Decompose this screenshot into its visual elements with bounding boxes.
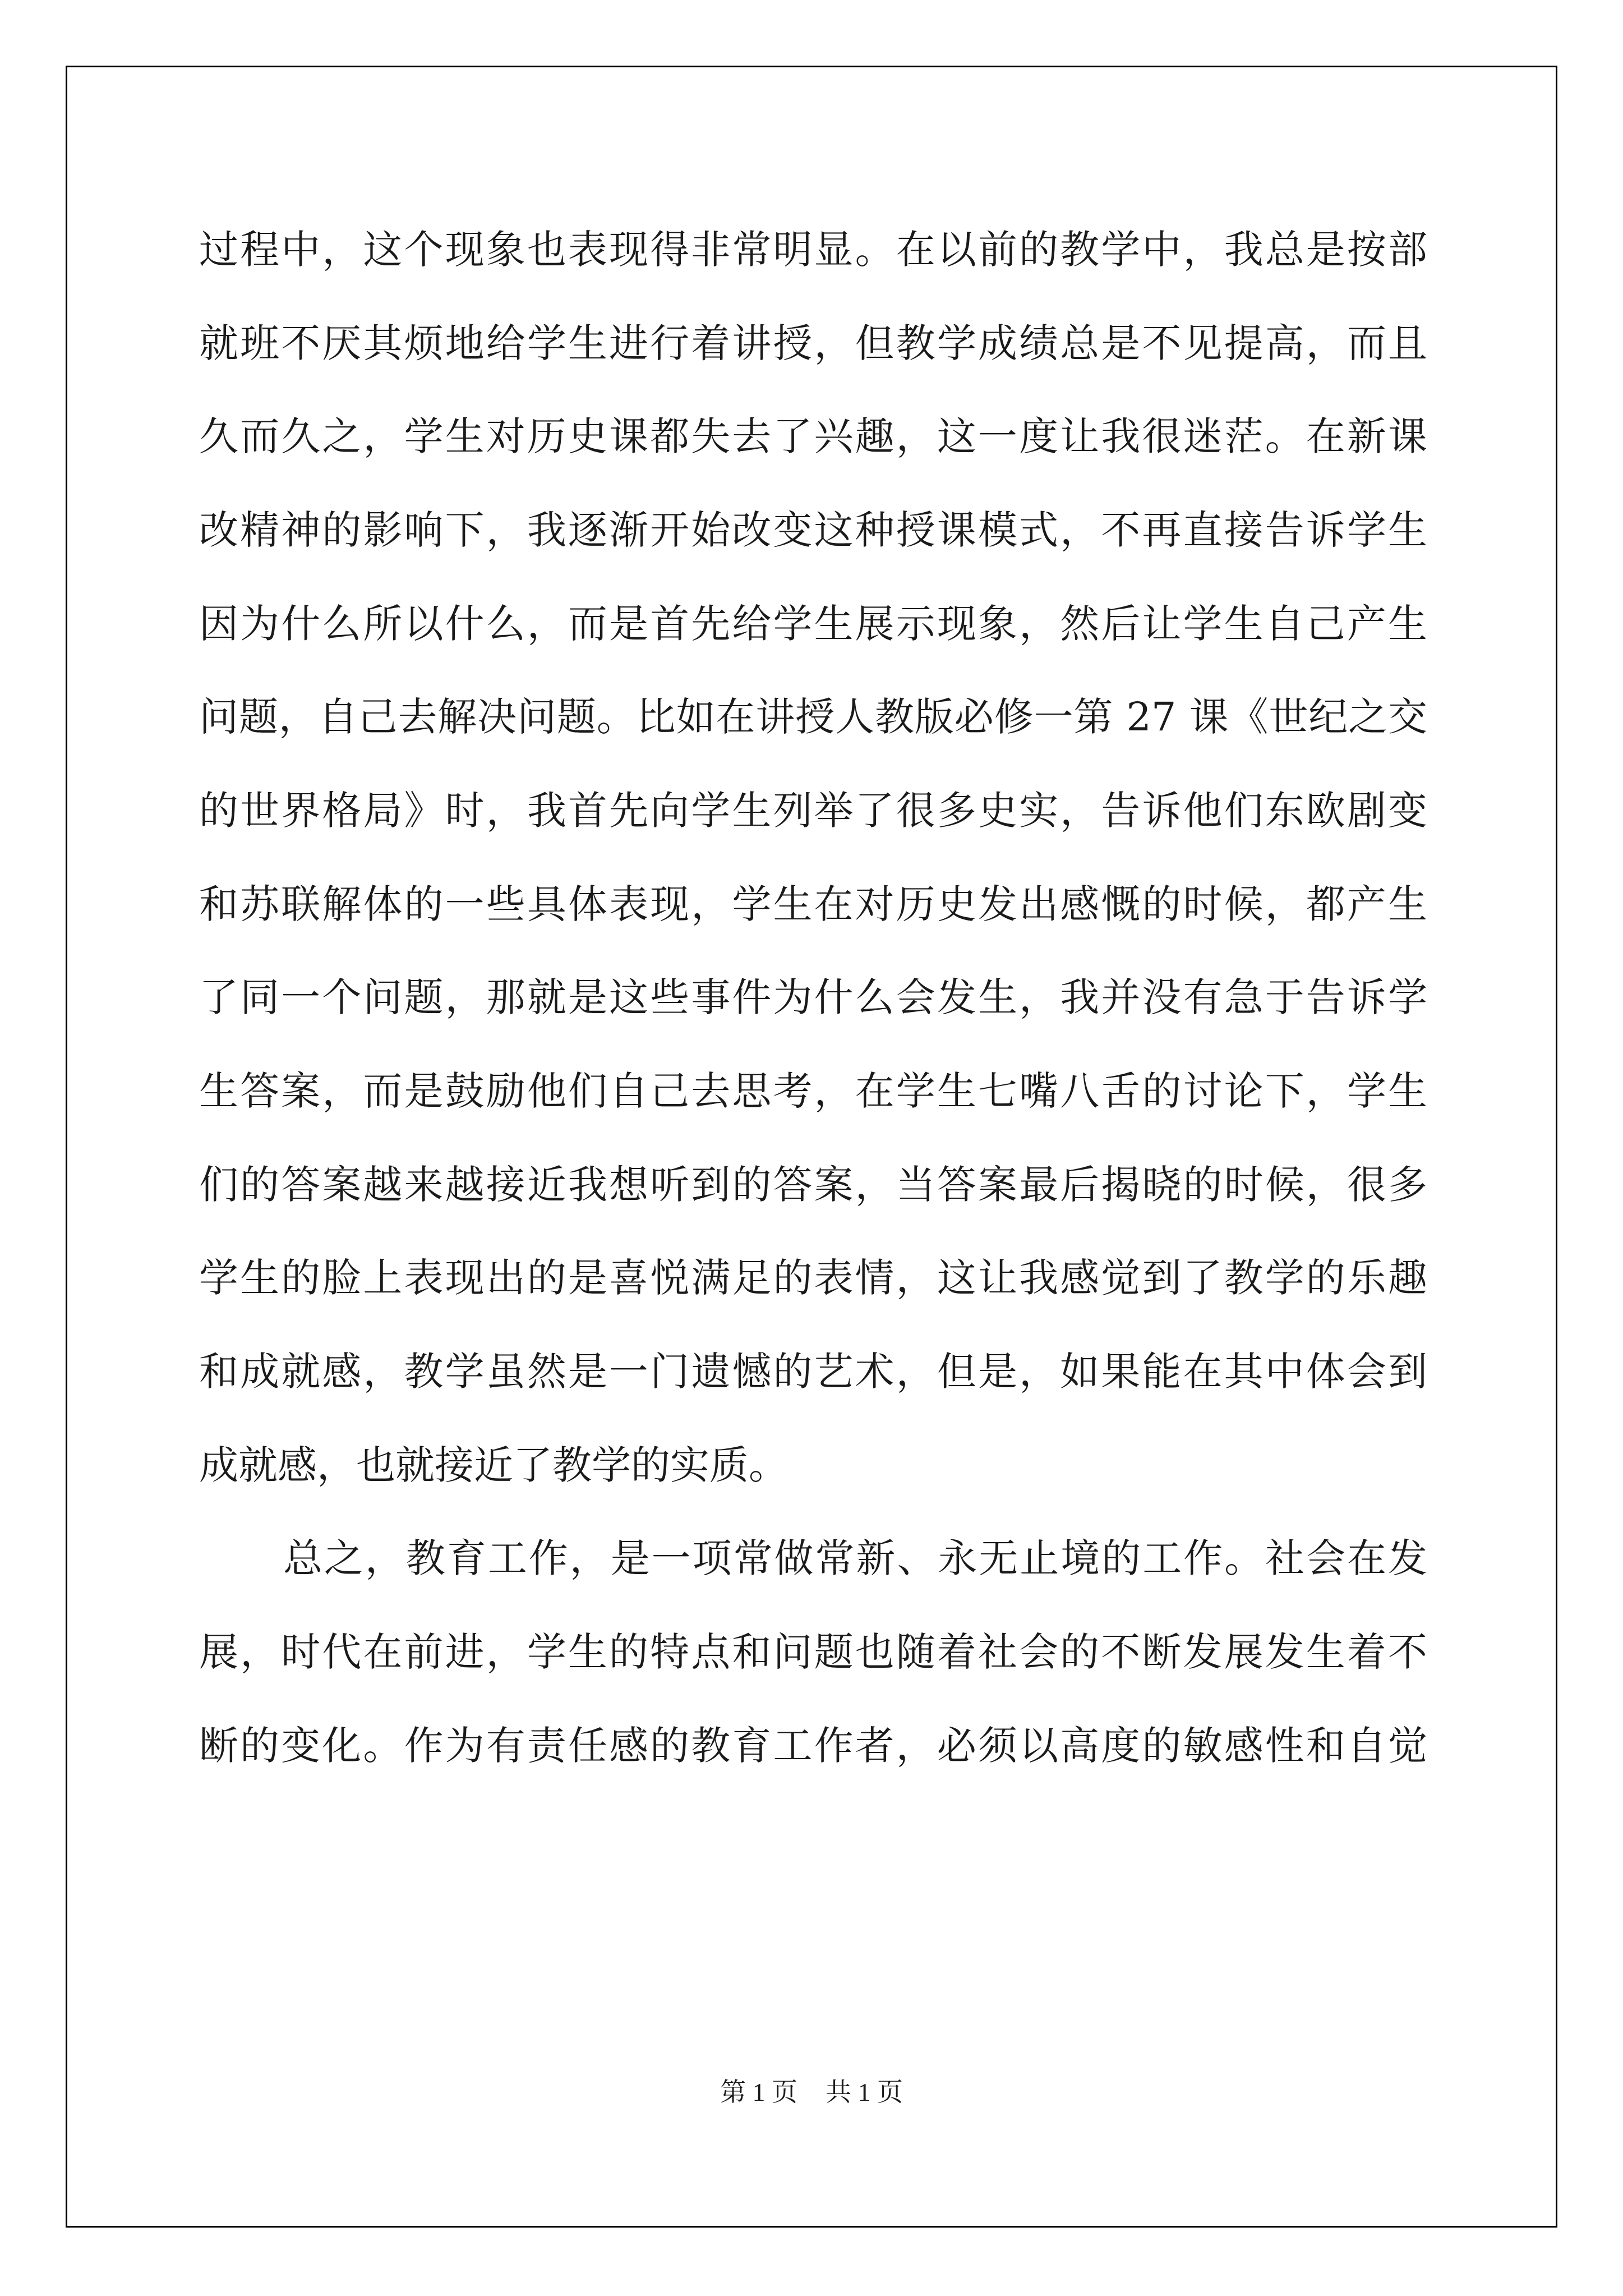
page-border [66, 66, 1557, 2228]
text-line: 就班不厌其烦地给学生进行着讲授，但教学成绩总是不见提高，而且 [199, 320, 1427, 366]
text-line: 生答案，而是鼓励他们自己去思考，在学生七嘴八舌的讨论下，学生 [199, 1068, 1427, 1114]
page-footer [0, 2076, 1623, 2109]
text-line: 成就感，也就接近了教学的实质。 [199, 1442, 788, 1488]
text-line: 学生的脸上表现出的是喜悦满足的表情，这让我感觉到了教学的乐趣 [199, 1255, 1427, 1301]
text-line: 因为什么所以什么，而是首先给学生展示现象，然后让学生自己产生 [199, 601, 1427, 647]
text-line: 展，时代在前进，学生的特点和问题也随着社会的不断发展发生着不 [199, 1629, 1427, 1675]
page-total: 共 1 页 [826, 2078, 903, 2106]
text-line: 们的答案越来越接近我想听到的答案，当答案最后揭晓的时候，很多 [199, 1162, 1427, 1208]
text-line: 和成就感，教学虽然是一门遗憾的艺术，但是，如果能在其中体会到 [199, 1349, 1427, 1395]
text-line: 问题，自己去解决问题。比如在讲授人教版必修一第 27 课《世纪之交 [199, 694, 1427, 740]
text-line: 断的变化。作为有责任感的教育工作者，必须以高度的敏感性和自觉 [199, 1723, 1427, 1769]
text-line: 过程中，这个现象也表现得非常明显。在以前的教学中，我总是按部 [199, 227, 1427, 273]
paragraph-first-line: 总之，教育工作，是一项常做常新、永无止境的工作。社会在发 [283, 1535, 1427, 1581]
page-number: 第 1 页 [720, 2078, 797, 2106]
text-line: 久而久之，学生对历史课都失去了兴趣，这一度让我很迷茫。在新课 [199, 413, 1427, 459]
text-line: 和苏联解体的一些具体表现，学生在对历史发出感慨的时候，都产生 [199, 881, 1427, 927]
text-line: 了同一个问题，那就是这些事件为什么会发生，我并没有急于告诉学 [199, 974, 1427, 1020]
text-line: 的世界格局》时，我首先向学生列举了很多史实，告诉他们东欧剧变 [199, 788, 1427, 834]
text-line: 改精神的影响下，我逐渐开始改变这种授课模式，不再直接告诉学生 [199, 507, 1427, 553]
